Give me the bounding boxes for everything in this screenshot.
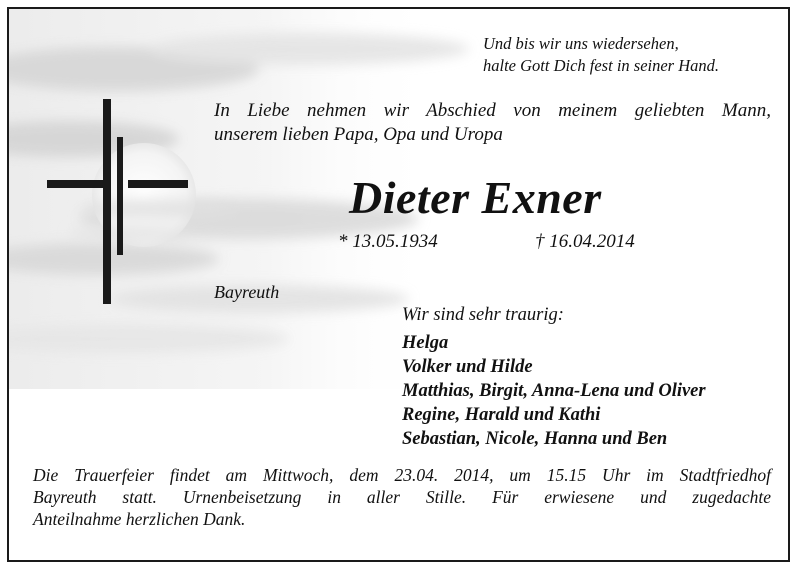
mourners-list — [402, 331, 706, 451]
funeral-notice-line-2: Bayreuth statt. Urnenbeisetzung in aller Stille. Für erwiesene und zugedachte — [33, 487, 771, 507]
funeral-notice — [33, 464, 771, 530]
deceased-name: Dieter Exner — [349, 172, 602, 223]
motto — [483, 33, 719, 77]
mourner-entry: Volker und Hilde — [402, 357, 533, 377]
death-date: † 16.04.2014 — [535, 231, 635, 252]
funeral-notice-line-3: Anteilnahme herzlichen Dank. — [33, 509, 246, 529]
funeral-notice-line-1: Die Trauerfeier findet am Mittwoch, dem 23.04. 2014, um 15.15 Uhr im Stadtfriedhof — [33, 465, 771, 485]
birth-date: * 13.05.1934 — [338, 231, 438, 252]
mourner-entry: Sebastian, Nicole, Hanna und Ben — [402, 429, 668, 449]
mourner-entry: Regine, Harald und Kathi — [402, 405, 601, 425]
mourner-entry: Matthias, Birgit, Anna-Lena und Oliver — [402, 381, 706, 401]
obituary-card — [7, 7, 790, 562]
intro-line-2: unserem lieben Papa, Opa und Uropa — [214, 124, 503, 145]
mourners-heading: Wir sind sehr traurig: — [402, 305, 564, 325]
intro-line-1: In Liebe nehmen wir Abschied von meinem geliebten Mann, — [214, 100, 771, 121]
cross-icon — [47, 99, 189, 304]
mourner-entry: Helga — [402, 333, 449, 353]
intro-text — [214, 99, 771, 147]
motto-line-1: Und bis wir uns wiedersehen, — [483, 34, 679, 53]
place: Bayreuth — [214, 282, 280, 302]
motto-line-2: halte Gott Dich fest in seiner Hand. — [483, 56, 720, 75]
